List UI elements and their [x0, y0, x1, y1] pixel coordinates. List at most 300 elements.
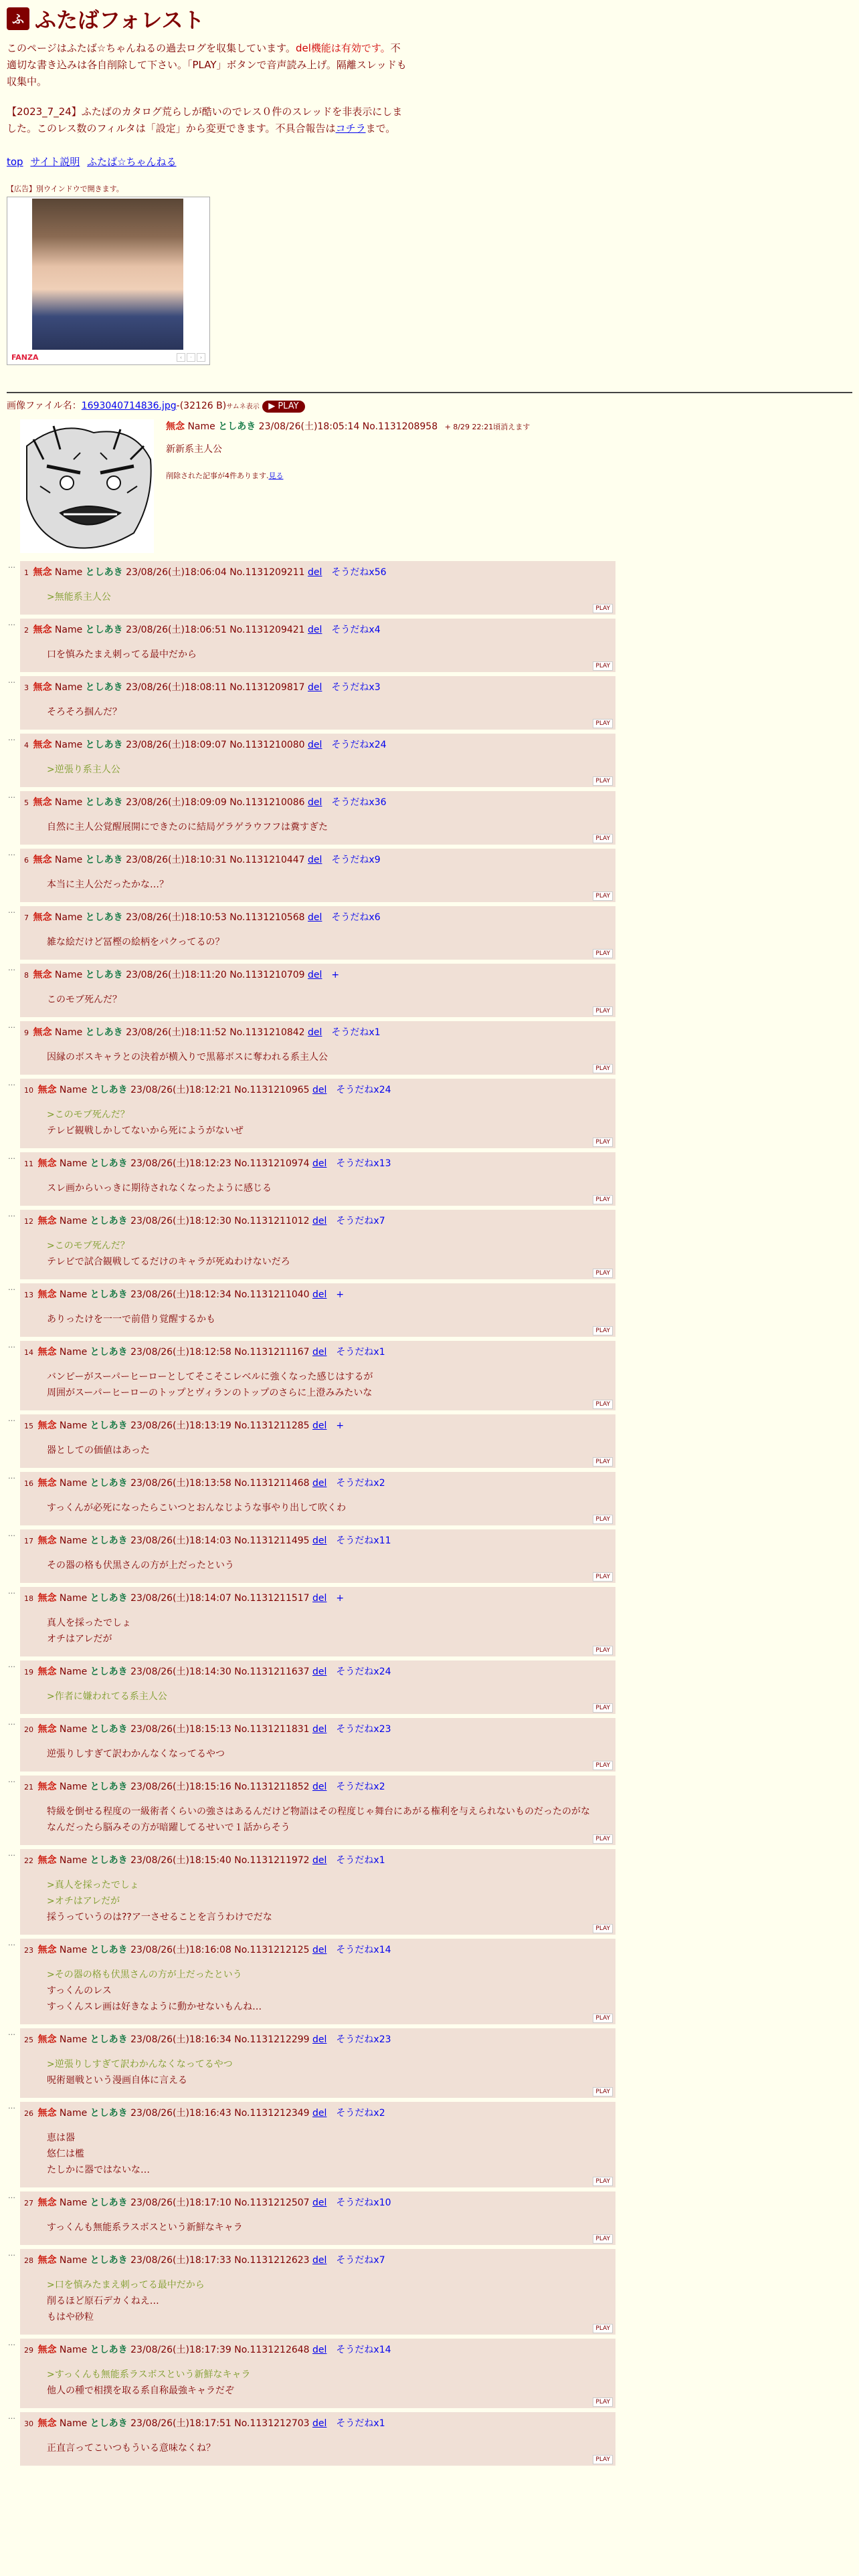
- quote-line: >作者に嫌われてる系主人公: [47, 1691, 167, 1702]
- reply-play-button[interactable]: PLAY: [593, 661, 613, 671]
- reply-index: 20: [24, 1725, 33, 1734]
- del-link[interactable]: del: [308, 912, 322, 923]
- reply-datetime: 23/08/26(土)18:17:51 No.1131212703: [130, 2418, 310, 2429]
- reply-body: [47, 762, 613, 778]
- reply-datetime: 23/08/26(土)18:09:09 No.1131210086: [126, 797, 305, 808]
- reply-index: 15: [24, 1422, 33, 1430]
- reply-index: 9: [24, 1029, 29, 1037]
- reply-line: すっくんスレ画は好きなように動かせないもんね…: [47, 2002, 262, 2012]
- reply-index: 6: [24, 856, 29, 865]
- reply-play-button[interactable]: PLAY: [593, 1138, 613, 1147]
- reply-post: … 15 無念 Name としあき 23/08/26(土)18:13:19 No.1131211285 del + 器としての価値はあった PLAY: [20, 1414, 615, 1468]
- reply-index: 10: [24, 1086, 33, 1095]
- ad-brand: FANZA: [11, 353, 39, 362]
- reply-index: 13: [24, 1291, 33, 1299]
- del-link[interactable]: del: [308, 682, 322, 693]
- reply-datetime: 23/08/26(土)18:06:04 No.1131209211: [126, 567, 305, 578]
- sodane-button[interactable]: そうだねx23: [336, 1724, 391, 1735]
- quote-line: >口を慎みたまえ刺ってる最中だから: [47, 2280, 205, 2290]
- del-link[interactable]: del: [308, 970, 322, 980]
- del-link[interactable]: del: [312, 1216, 327, 1226]
- nav-top-link[interactable]: top: [7, 156, 23, 168]
- reply-play-button[interactable]: PLAY: [593, 1195, 613, 1204]
- reply-line: 悠仁は檻: [47, 2149, 84, 2159]
- reply-line: テレビ観戦しかしてないから死にようがないぜ: [47, 1125, 244, 1136]
- reply-menu-icon[interactable]: …: [8, 2249, 15, 2258]
- show-deleted-link[interactable]: 見る: [268, 471, 284, 480]
- reply-body: [47, 1049, 613, 1065]
- op-subject: 無念: [166, 421, 185, 432]
- reply-menu-icon[interactable]: …: [8, 1152, 15, 1161]
- reply-menu-icon[interactable]: …: [8, 619, 15, 627]
- reply-menu-icon[interactable]: …: [8, 676, 15, 685]
- reply-line: 自然に主人公覚醒展開にできたのに結局ゲラゲラウフフは糞すぎた: [47, 822, 328, 833]
- del-link[interactable]: del: [312, 1782, 327, 1792]
- op-name: としあき: [218, 421, 256, 432]
- reply-play-button[interactable]: PLAY: [593, 834, 613, 843]
- reply-line: なんだったら脳みその方が暗躍してるせいで１話からそう: [47, 1822, 290, 1833]
- reply-play-button[interactable]: PLAY: [593, 2087, 613, 2097]
- op-play-button[interactable]: ▶ PLAY: [262, 401, 304, 413]
- thumb-toggle[interactable]: サムネ表示: [226, 403, 260, 411]
- reply-body: [47, 877, 613, 893]
- reply-body: [47, 2130, 613, 2178]
- del-link[interactable]: del: [312, 1667, 327, 1677]
- reply-subject: 無念: [33, 855, 52, 865]
- reply-datetime: 23/08/26(土)18:12:23 No.1131210974: [130, 1158, 310, 1169]
- op-manga-face-icon: [20, 419, 154, 553]
- del-link[interactable]: del: [308, 1027, 322, 1038]
- del-link[interactable]: del: [312, 1478, 327, 1489]
- reply-index: 14: [24, 1348, 33, 1357]
- reply-play-button[interactable]: PLAY: [593, 1646, 613, 1655]
- reply-name: としあき: [90, 1535, 128, 1546]
- reply-line: その器の格も伏黒さんの方が上だったという: [47, 1560, 234, 1571]
- reply-datetime: 23/08/26(土)18:11:52 No.1131210842: [126, 1027, 305, 1038]
- reply-body: [47, 1615, 613, 1647]
- reply-post: … 8 無念 Name としあき 23/08/26(土)18:11:20 No.1131210709 del + このモブ死んだ？ PLAY: [20, 964, 615, 1017]
- reply-datetime: 23/08/26(土)18:08:11 No.1131209817: [126, 682, 305, 693]
- del-link[interactable]: del: [308, 797, 322, 808]
- reply-play-button[interactable]: PLAY: [593, 1457, 613, 1467]
- reply-name: としあき: [90, 2197, 128, 2208]
- sodane-button[interactable]: そうだねx14: [336, 1945, 391, 1955]
- op-message: 新新系主人公: [166, 444, 222, 455]
- reply-menu-icon[interactable]: …: [8, 1021, 15, 1030]
- sodane-button[interactable]: そうだねx24: [331, 740, 387, 750]
- reply-index: 7: [24, 914, 29, 922]
- reply-index: 3: [24, 683, 29, 692]
- ad-banner[interactable]: [7, 197, 210, 365]
- reply-datetime: 23/08/26(土)18:17:33 No.1131212623: [130, 2255, 310, 2266]
- del-link[interactable]: del: [308, 740, 322, 750]
- ad-photo[interactable]: [32, 199, 183, 350]
- reply-line: 真人を採ったでしょ: [47, 1618, 131, 1628]
- op-image[interactable]: [20, 419, 154, 553]
- reply-line: 正直言ってこいつもういる意味なくね？: [47, 2443, 215, 2454]
- reply-subject: 無念: [37, 1158, 57, 1169]
- reply-datetime: 23/08/26(土)18:10:53 No.1131210568: [126, 912, 305, 923]
- reply-menu-icon[interactable]: …: [8, 1472, 15, 1481]
- reply-datetime: 23/08/26(土)18:14:30 No.1131211637: [130, 1667, 310, 1677]
- reply-play-button[interactable]: PLAY: [593, 1924, 613, 1933]
- reply-name: としあき: [90, 1420, 128, 1431]
- reply-name: としあき: [90, 1945, 128, 1955]
- reply-line: オチはアレだが: [47, 1634, 112, 1644]
- reply-line: ありったけを一一で前借り覚醒するかも: [47, 1314, 215, 1325]
- del-link[interactable]: del: [312, 2034, 327, 2045]
- reply-index: 18: [24, 1594, 33, 1603]
- reply-datetime: 23/08/26(土)18:11:20 No.1131210709: [126, 970, 305, 980]
- reply-play-button[interactable]: PLAY: [593, 1326, 613, 1335]
- reply-post: … 20 無念 Name としあき 23/08/26(土)18:15:13 No.1131211831 del そうだねx23 逆張りしすぎて訳わかんなくなってるやつ PLAY: [20, 1718, 615, 1772]
- reply-menu-icon[interactable]: …: [8, 1660, 15, 1669]
- quote-line: >その器の格も伏黒さんの方が上だったという: [47, 1969, 242, 1980]
- sodane-button[interactable]: そうだねx1: [336, 1855, 385, 1866]
- reply-subject: 無念: [33, 740, 52, 750]
- reply-subject: 無念: [37, 1593, 57, 1604]
- reply-play-button[interactable]: PLAY: [593, 1400, 613, 1409]
- reply-subject: 無念: [37, 1945, 57, 1955]
- reply-post: … 27 無念 Name としあき 23/08/26(土)18:17:10 No.1131212507 del そうだねx10 すっくんも無能系ラスボスという新鮮なキャラ PLAY: [20, 2191, 615, 2245]
- sodane-button[interactable]: そうだねx7: [336, 1216, 385, 1226]
- reply-index: 29: [24, 2346, 33, 2355]
- sodane-button[interactable]: そうだねx2: [336, 2108, 385, 2119]
- reply-subject: 無念: [37, 1216, 57, 1226]
- reply-subject: 無念: [37, 1535, 57, 1546]
- reply-line: 呪術廻戦という漫画自体に言える: [47, 2075, 187, 2086]
- del-link[interactable]: del: [312, 1855, 327, 1866]
- del-notice: del機能は有効です。: [295, 42, 391, 54]
- reply-play-button[interactable]: PLAY: [593, 2177, 613, 2186]
- reply-post: … 6 無念 Name としあき 23/08/26(土)18:10:31 No.1131210447 del そうだねx9 本当に主人公だったかな…？ PLAY: [20, 849, 615, 902]
- reply-line: 削るほど原石デカくねえ…: [47, 2296, 159, 2306]
- reply-body: [47, 1311, 613, 1327]
- reply-subject: 無念: [33, 1027, 52, 1038]
- ad-dot-icon[interactable]: ·: [187, 353, 195, 362]
- del-link[interactable]: del: [312, 2197, 327, 2208]
- reply-subject: 無念: [37, 1478, 57, 1489]
- del-link[interactable]: del: [308, 855, 322, 865]
- reply-menu-icon[interactable]: …: [8, 1587, 15, 1596]
- reply-post: … 2 無念 Name としあき 23/08/26(土)18:06:51 No.1131209421 del そうだねx4 口を慎みたまえ刺ってる最中だから PLAY: [20, 619, 615, 672]
- quote-line: >このモブ死んだ？: [47, 1241, 130, 1251]
- site-title: ふたばフォレスト: [35, 7, 205, 33]
- reply-index: 28: [24, 2256, 33, 2265]
- reply-play-button[interactable]: PLAY: [593, 2397, 613, 2407]
- reply-subject: 無念: [37, 2034, 57, 2045]
- reply-menu-icon[interactable]: …: [8, 1283, 15, 1292]
- reply-name: としあき: [90, 1216, 128, 1226]
- reply-body: [47, 589, 613, 605]
- del-link[interactable]: del: [312, 1724, 327, 1735]
- reply-post: … 11 無念 Name としあき 23/08/26(土)18:12:23 No.1131210974 del そうだねx13 スレ画からいっきに期待されなくなったように感じる PLAY: [20, 1152, 615, 1206]
- reply-post: … 10 無念 Name としあき 23/08/26(土)18:12:21 No.1131210965 del そうだねx24 >このモブ死んだ？ テレビ観戦しかしてないから死にようがないぜ PLAY: [20, 1079, 615, 1148]
- reply-post: … 1 無念 Name としあき 23/08/26(土)18:06:04 No.1131209211 del そうだねx56 >無能系主人公 PLAY: [20, 561, 615, 615]
- reply-line: 因縁のボスキャラとの決着が横入りで黒幕ボスに奪われる系主人公: [47, 1052, 328, 1063]
- reply-line: すっくんが必死になったらこいつとおんなじような事やり出して吹くわ: [47, 1503, 347, 1513]
- del-link[interactable]: del: [312, 2255, 327, 2266]
- reply-post: … 22 無念 Name としあき 23/08/26(土)18:15:40 No.1131211972 del そうだねx1 >真人を採ったでしょ >オチはアレだが 採うっていうのは??ア一させることを言うわけでだな PLAY: [20, 1849, 615, 1935]
- reply-menu-icon[interactable]: …: [8, 1776, 15, 1784]
- reply-subject: 無念: [37, 1085, 57, 1095]
- reply-name: としあき: [85, 797, 123, 808]
- reply-subject: 無念: [37, 2108, 57, 2119]
- sodane-button[interactable]: +: [331, 970, 340, 980]
- del-link[interactable]: del: [312, 1289, 327, 1300]
- reply-play-button[interactable]: PLAY: [593, 1761, 613, 1770]
- del-link[interactable]: del: [312, 1347, 327, 1358]
- reply-subject: 無念: [33, 625, 52, 635]
- sodane-button[interactable]: そうだねx1: [336, 1347, 385, 1358]
- reply-post: … 14 無念 Name としあき 23/08/26(土)18:12:58 No.1131211167 del そうだねx1 バンピーがスーパーヒーローとしてそこそこレベルに強くなった感じはするが 周囲がスーパーヒーローのトップとヴィランのトップのさらに上澄みみたいな PLAY: [20, 1341, 615, 1410]
- reply-menu-icon[interactable]: …: [8, 2339, 15, 2347]
- ad-next-icon[interactable]: ›: [197, 353, 205, 362]
- reply-name: としあき: [90, 2034, 128, 2045]
- ad-controls: [175, 353, 205, 362]
- reply-name: としあき: [90, 2345, 128, 2355]
- reply-datetime: 23/08/26(土)18:12:30 No.1131211012: [130, 1216, 310, 1226]
- reply-datetime: 23/08/26(土)18:16:08 No.1131212125: [130, 1945, 310, 1955]
- reply-index: 8: [24, 971, 29, 980]
- reply-post: … 18 無念 Name としあき 23/08/26(土)18:14:07 No.1131211517 del + 真人を採ったでしょ オチはアレだが PLAY: [20, 1587, 615, 1656]
- del-link[interactable]: del: [308, 567, 322, 578]
- sodane-button[interactable]: +: [336, 1420, 345, 1431]
- sodane-button[interactable]: そうだねx3: [331, 682, 381, 693]
- reply-body: [47, 1558, 613, 1574]
- del-link[interactable]: del: [312, 2418, 327, 2429]
- reply-subject: 無念: [37, 1420, 57, 1431]
- reply-line: 逆張りしすぎて訳わかんなくなってるやつ: [47, 1749, 225, 1759]
- reply-name: としあき: [90, 2108, 128, 2119]
- reply-datetime: 23/08/26(土)18:13:19 No.1131211285: [130, 1420, 310, 1431]
- del-link[interactable]: del: [312, 1945, 327, 1955]
- sodane-button[interactable]: そうだねx1: [336, 2418, 385, 2429]
- reply-datetime: 23/08/26(土)18:13:58 No.1131211468: [130, 1478, 310, 1489]
- reply-line: 本当に主人公だったかな…？: [47, 879, 169, 890]
- reply-play-button[interactable]: PLAY: [593, 1703, 613, 1713]
- reply-menu-icon[interactable]: …: [8, 2412, 15, 2421]
- reply-play-button[interactable]: PLAY: [593, 891, 613, 901]
- sodane-button[interactable]: そうだねx14: [336, 2345, 391, 2355]
- reply-play-button[interactable]: PLAY: [593, 2324, 613, 2333]
- reply-datetime: 23/08/26(土)18:16:43 No.1131212349: [130, 2108, 310, 2119]
- reply-menu-icon[interactable]: …: [8, 2191, 15, 2200]
- reply-list: [7, 561, 852, 2466]
- reply-body: [47, 1238, 613, 1270]
- file-link[interactable]: 1693040714836.jpg: [81, 401, 177, 411]
- del-link[interactable]: del: [312, 2108, 327, 2119]
- quote-line: >無能系主人公: [47, 592, 111, 603]
- quote-line: >逆張りしすぎて訳わかんなくなってるやつ: [47, 2059, 233, 2070]
- intro-text: このページはふたば☆ちゃんねるの過去ログを収集しています。del機能は有効です。不適切な書き込みは各自削除して下さい。「PLAY」ボタンで音声読み上げ。隔離スレッドも収集中。 【2023_7_24】ふたばのカタログ荒らしが酷いのでレス０件のスレッドを非表示にしました。このレス数のフィルタは「設定」から変更できます。不具合報告はコチラまで。: [7, 42, 407, 134]
- reply-play-button[interactable]: PLAY: [593, 2455, 613, 2464]
- reply-post: … 17 無念 Name としあき 23/08/26(土)18:14:03 No.1131211495 del そうだねx11 その器の格も伏黒さんの方が上だったという PLAY: [20, 1529, 615, 1583]
- reply-play-button[interactable]: PLAY: [593, 2014, 613, 2023]
- sodane-button[interactable]: +: [336, 1289, 345, 1300]
- del-link[interactable]: del: [312, 1158, 327, 1169]
- reply-name: としあき: [90, 1724, 128, 1735]
- del-link[interactable]: del: [312, 2345, 327, 2355]
- reply-index: 21: [24, 1783, 33, 1792]
- reply-subject: 無念: [37, 1855, 57, 1866]
- reply-menu-icon[interactable]: …: [8, 1939, 15, 1947]
- reply-menu-icon[interactable]: …: [8, 1414, 15, 1423]
- reply-post: … 29 無念 Name としあき 23/08/26(土)18:17:39 No.1131212648 del そうだねx14 >すっくんも無能系ラスボスという新鮮なキャラ 他人の種で相撲を取る系自称最強キャラだぞ PLAY: [20, 2339, 615, 2408]
- reply-post: … 19 無念 Name としあき 23/08/26(土)18:14:30 No.1131211637 del そうだねx24 >作者に嫌われてる系主人公 PLAY: [20, 1660, 615, 1714]
- reply-index: 4: [24, 741, 29, 750]
- reply-datetime: 23/08/26(土)18:12:21 No.1131210965: [130, 1085, 310, 1095]
- reply-line: 雑な絵だけど冨樫の絵柄をパクってるの？: [47, 937, 225, 948]
- deleted-notice: 削除された記事が4件あります.見る: [166, 471, 284, 480]
- reply-menu-icon[interactable]: …: [8, 2102, 15, 2111]
- reply-menu-icon[interactable]: …: [8, 561, 15, 570]
- nav-futaba-link[interactable]: ふたば☆ちゃんねる: [87, 156, 177, 168]
- sodane-button[interactable]: そうだねx24: [336, 1085, 391, 1095]
- sodane-button[interactable]: そうだねx11: [336, 1535, 391, 1546]
- reply-datetime: 23/08/26(土)18:14:07 No.1131211517: [130, 1593, 310, 1604]
- reply-subject: 無念: [37, 1724, 57, 1735]
- reply-menu-icon[interactable]: …: [8, 906, 15, 915]
- reply-subject: 無念: [33, 797, 52, 808]
- reply-name: としあき: [85, 912, 123, 923]
- bug-report-link[interactable]: コチラ: [335, 122, 366, 134]
- sodane-button[interactable]: そうだねx56: [331, 567, 387, 578]
- reply-menu-icon[interactable]: …: [8, 1529, 15, 1538]
- reply-name: としあき: [90, 1347, 128, 1358]
- reply-menu-icon[interactable]: …: [8, 964, 15, 972]
- site-header: [7, 3, 852, 35]
- reply-line: すっくんも無能系ラスボスという新鮮なキャラ: [47, 2222, 243, 2233]
- reply-post: … 12 無念 Name としあき 23/08/26(土)18:12:30 No.1131211012 del そうだねx7 >このモブ死んだ？ テレビで試合観戦してるだけのキャラが死ぬわけないだろ PLAY: [20, 1210, 615, 1279]
- nav-links: [7, 154, 852, 169]
- nav-site-link[interactable]: サイト説明: [30, 156, 80, 168]
- reply-datetime: 23/08/26(土)18:17:39 No.1131212648: [130, 2345, 310, 2355]
- reply-index: 2: [24, 626, 29, 635]
- reply-line: 他人の種で相撲を取る系自称最強キャラだぞ: [47, 2385, 234, 2396]
- reply-subject: 無念: [37, 1289, 57, 1300]
- sodane-button[interactable]: そうだねx2: [336, 1478, 385, 1489]
- reply-name: としあき: [90, 1593, 128, 1604]
- sodane-button[interactable]: そうだねx1: [331, 1027, 381, 1038]
- reply-subject: 無念: [37, 2255, 57, 2266]
- reply-index: 25: [24, 2036, 33, 2044]
- del-link[interactable]: del: [312, 1535, 327, 1546]
- reply-name: としあき: [85, 1027, 123, 1038]
- divider: [7, 392, 852, 393]
- sodane-button[interactable]: そうだねx2: [336, 1782, 385, 1792]
- reply-menu-icon[interactable]: …: [8, 734, 15, 742]
- reply-play-button[interactable]: PLAY: [593, 1572, 613, 1582]
- reply-body: [47, 704, 613, 720]
- reply-play-button[interactable]: PLAY: [593, 1064, 613, 1073]
- reply-index: 11: [24, 1160, 33, 1168]
- op-datetime: 23/08/26(土)18:05:14 No.1131208958: [258, 421, 438, 432]
- sodane-button[interactable]: そうだねx10: [336, 2197, 391, 2208]
- sodane-button[interactable]: そうだねx24: [336, 1667, 391, 1677]
- reply-datetime: 23/08/26(土)18:15:16 No.1131211852: [130, 1782, 310, 1792]
- reply-line: 特級を倒せる程度の一級術者くらいの強さはあるんだけど物語はその程度じゃ舞台にあがる権利を与えられないものだったのがな: [47, 1806, 590, 1817]
- reply-name: としあき: [90, 1158, 128, 1169]
- del-link[interactable]: del: [312, 1085, 327, 1095]
- reply-menu-icon[interactable]: …: [8, 1718, 15, 1727]
- reply-play-button[interactable]: PLAY: [593, 1006, 613, 1016]
- reply-body: [47, 1804, 613, 1836]
- reply-post: … 13 無念 Name としあき 23/08/26(土)18:12:34 No.1131211040 del + ありったけを一一で前借り覚醒するかも PLAY: [20, 1283, 615, 1337]
- quote-line: >このモブ死んだ？: [47, 1109, 130, 1120]
- reply-name: としあき: [85, 567, 123, 578]
- sodane-button[interactable]: そうだねx36: [331, 797, 387, 808]
- reply-subject: 無念: [37, 1667, 57, 1677]
- reply-menu-icon[interactable]: …: [8, 1341, 15, 1350]
- reply-index: 12: [24, 1217, 33, 1226]
- reply-datetime: 23/08/26(土)18:06:51 No.1131209421: [126, 625, 305, 635]
- reply-index: 30: [24, 2420, 33, 2428]
- reply-body: [47, 2367, 613, 2399]
- reply-menu-icon[interactable]: …: [8, 1079, 15, 1087]
- reply-datetime: 23/08/26(土)18:14:03 No.1131211495: [130, 1535, 310, 1546]
- reply-play-button[interactable]: PLAY: [593, 2234, 613, 2244]
- sodane-button[interactable]: +: [336, 1593, 345, 1604]
- reply-index: 19: [24, 1668, 33, 1677]
- reply-play-button[interactable]: PLAY: [593, 1515, 613, 1524]
- reply-line: もはや砂粒: [47, 2312, 94, 2323]
- reply-line: スレ画からいっきに期待されなくなったように感じる: [47, 1183, 272, 1194]
- reply-name: としあき: [90, 1855, 128, 1866]
- reply-play-button[interactable]: PLAY: [593, 719, 613, 728]
- reply-name: としあき: [90, 1667, 128, 1677]
- reply-post: … 28 無念 Name としあき 23/08/26(土)18:17:33 No.1131212623 del そうだねx7 >口を慎みたまえ刺ってる最中だから 削るほど原石デカくねえ… もはや砂粒 PLAY: [20, 2249, 615, 2335]
- del-link[interactable]: del: [312, 1420, 327, 1431]
- sodane-button[interactable]: そうだねx23: [336, 2034, 391, 2045]
- reply-subject: 無念: [37, 1782, 57, 1792]
- reply-play-button[interactable]: PLAY: [593, 604, 613, 613]
- reply-index: 22: [24, 1856, 33, 1865]
- reply-name: としあき: [90, 1085, 128, 1095]
- reply-play-button[interactable]: PLAY: [593, 776, 613, 786]
- sodane-button[interactable]: そうだねx6: [331, 912, 381, 923]
- file-info: 画像ファイル名：1693040714836.jpg-(32126 B)サムネ表示 ▶ PLAY: [7, 399, 852, 413]
- reply-body: [47, 647, 613, 663]
- reply-name: としあき: [90, 2418, 128, 2429]
- reply-menu-icon[interactable]: …: [8, 1210, 15, 1218]
- reply-line: すっくんのレス: [47, 1985, 112, 1996]
- reply-datetime: 23/08/26(土)18:12:58 No.1131211167: [130, 1347, 310, 1358]
- reply-play-button[interactable]: PLAY: [593, 949, 613, 958]
- reply-play-button[interactable]: PLAY: [593, 1269, 613, 1278]
- reply-subject: 無念: [33, 682, 52, 693]
- sodane-button[interactable]: そうだねx7: [336, 2255, 385, 2266]
- sodane-button[interactable]: そうだねx4: [331, 625, 381, 635]
- sodane-button[interactable]: そうだねx13: [336, 1158, 391, 1169]
- site-logo-icon[interactable]: ふ: [7, 7, 29, 30]
- reply-name: としあき: [85, 625, 123, 635]
- del-link[interactable]: del: [312, 1593, 327, 1604]
- reply-menu-icon[interactable]: …: [8, 849, 15, 857]
- reply-menu-icon[interactable]: …: [8, 791, 15, 800]
- reply-line: テレビで試合観戦してるだけのキャラが死ぬわけないだろ: [47, 1257, 290, 1267]
- reply-index: 17: [24, 1537, 33, 1545]
- reply-play-button[interactable]: PLAY: [593, 1834, 613, 1844]
- del-link[interactable]: del: [308, 625, 322, 635]
- ad-prev-icon[interactable]: ‹: [177, 353, 185, 362]
- sodane-button[interactable]: そうだねx9: [331, 855, 381, 865]
- reply-post: … 21 無念 Name としあき 23/08/26(土)18:15:16 No.1131211852 del そうだねx2 特級を倒せる程度の一級術者くらいの強さはあるんだけど物語はその程度じゃ舞台にあがる権利を与えられないものだったのがな なんだったら脳みその方が暗躍してるせいで１話からそう PLAY: [20, 1776, 615, 1845]
- reply-body: [47, 2056, 613, 2088]
- reply-menu-icon[interactable]: …: [8, 2028, 15, 2037]
- reply-menu-icon[interactable]: …: [8, 1849, 15, 1858]
- reply-body: [47, 1877, 613, 1925]
